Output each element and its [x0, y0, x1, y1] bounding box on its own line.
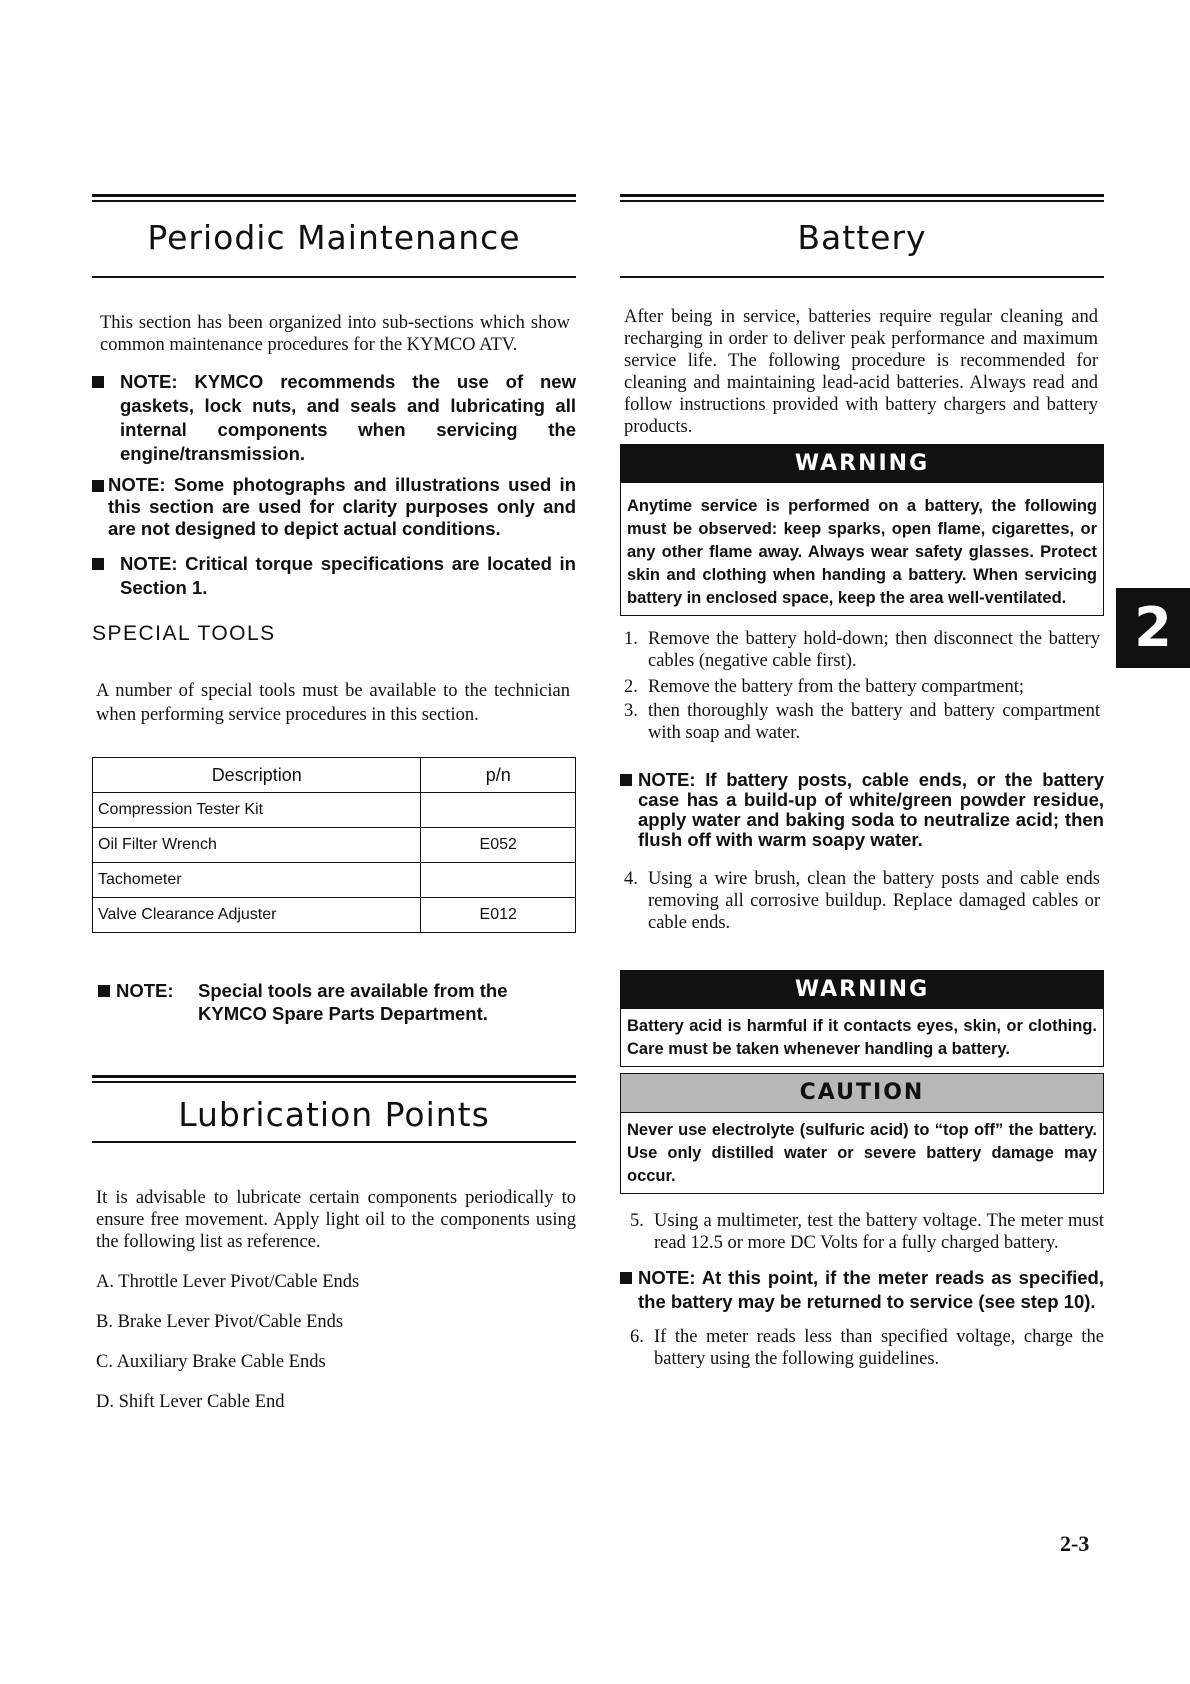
- list-item: D. Shift Lever Cable End: [96, 1392, 285, 1412]
- special-tools-paragraph: A number of special tools must be available to the technician when performing service procedures in this section.: [96, 681, 570, 725]
- table-cell: E012: [421, 898, 576, 933]
- steps-list-a: [624, 628, 1100, 744]
- note-3: NOTE: Critical torque specifications are located in Section 1.: [92, 552, 576, 600]
- warning-title: WARNING: [621, 445, 1103, 483]
- battery-title: Battery: [797, 218, 927, 257]
- bullet-icon: [92, 480, 104, 492]
- warning-text: Anytime service is performed on a battery, the following must be observed: keep sparks, open flame, cigarettes, or any other flame away. Always wear safety glasses. Protect skin and clothing when handing a battery. When servicing battery in enclosed space, keep the area well-ventilated.: [627, 497, 1097, 607]
- table-header-pn: p/n: [421, 758, 576, 793]
- lube-rule-bottom: [92, 1141, 576, 1143]
- list-item: C. Auxiliary Brake Cable Ends: [96, 1352, 326, 1372]
- special-tools-heading: SPECIAL TOOLS: [92, 622, 276, 645]
- lube-intro: It is advisable to lubricate certain components periodically to ensure free movement. Apply light oil to the components using the following list as reference.: [96, 1188, 576, 1252]
- title-rule-bottom: [92, 276, 576, 278]
- bullet-icon: [98, 985, 110, 997]
- table-row: [93, 898, 576, 933]
- list-item: B. Brake Lever Pivot/Cable Ends: [96, 1312, 344, 1332]
- warning-text: Battery acid is harmful if it contacts eyes, skin, or clothing. Care must be taken whenever handling a battery.: [627, 1017, 1097, 1058]
- warning-title: WARNING: [621, 971, 1103, 1009]
- section-tab: 2: [1116, 588, 1190, 668]
- special-tools-table: [92, 757, 576, 933]
- title-rule-top: [620, 194, 1104, 202]
- list-item: A. Throttle Lever Pivot/Cable Ends: [96, 1272, 360, 1292]
- warning-box-1: [620, 444, 1104, 616]
- bullet-icon: [620, 774, 632, 786]
- tools-note-label: NOTE:: [116, 980, 174, 1001]
- list-item: 1. Remove the battery hold-down; then disconnect the battery cables (negative cable first).: [624, 629, 1100, 671]
- section-title: Periodic Maintenance: [147, 218, 521, 257]
- tools-note-text: Special tools are available from the KYMCO Spare Parts Department.: [198, 980, 508, 1024]
- bullet-icon: [92, 376, 104, 388]
- table-header-description: Description: [93, 758, 421, 793]
- table-cell: Oil Filter Wrench: [93, 828, 421, 863]
- bullet-icon: [620, 1272, 632, 1284]
- step-5: 5. Using a multimeter, test the battery voltage. The meter must read 12.5 or more DC Volts for a fully charged battery.: [630, 1211, 1104, 1253]
- left-column: [92, 194, 576, 1431]
- title-rule-bottom: [620, 276, 1104, 278]
- battery-note-1: NOTE: If battery posts, cable ends, or the battery case has a build-up of white/green powder residue, apply water and baking soda to neutralize acid; then flush off with warm soapy water.: [620, 770, 1104, 850]
- table-cell: Tachometer: [93, 863, 421, 898]
- warning-box-2: [620, 970, 1104, 1067]
- tools-note: [98, 979, 576, 1025]
- notes-block: [92, 370, 576, 600]
- battery-intro: After being in service, batteries require regular cleaning and recharging in order to deliver peak performance and maximum service life. The following procedure is recommended for cleaning and maintaining lead-acid batteries. Always read and follow instructions provided with battery chargers and battery products.: [624, 307, 1098, 437]
- right-column: [620, 194, 1104, 1370]
- table-cell: Compression Tester Kit: [93, 793, 421, 828]
- list-item: 2. Remove the battery from the battery compartment;: [624, 677, 1025, 697]
- table-cell: Valve Clearance Adjuster: [93, 898, 421, 933]
- lube-rule-top: [92, 1075, 576, 1083]
- step-6: 6. If the meter reads less than specified voltage, charge the battery using the following guidelines.: [630, 1327, 1104, 1369]
- table-header-row: [93, 758, 576, 793]
- bullet-icon: [92, 558, 104, 570]
- title-rule-top: [92, 194, 576, 202]
- note-2: NOTE: Some photographs and illustrations used in this section are used for clarity purposes only and are not designed to depict actual conditions.: [92, 474, 576, 540]
- table-row: [93, 863, 576, 898]
- table-cell: [421, 863, 576, 898]
- page-number: 2-3: [1060, 1531, 1090, 1556]
- table-row: [93, 793, 576, 828]
- caution-text: Never use electrolyte (sulfuric acid) to “top off” the battery. Use only distilled water or severe battery damage may occur.: [627, 1121, 1097, 1185]
- note-1: NOTE: KYMCO recommends the use of new gaskets, lock nuts, and seals and lubricating all internal components when servicing the engine/transmission.: [92, 370, 576, 466]
- lube-list: [96, 1271, 576, 1413]
- lube-title: Lubrication Points: [178, 1095, 490, 1134]
- table-cell: [421, 793, 576, 828]
- caution-box: [620, 1073, 1104, 1194]
- step-4: 4. Using a wire brush, clean the battery posts and cable ends removing all corrosive buildup. Replace damaged cables or cable ends.: [624, 869, 1100, 933]
- intro-paragraph: This section has been organized into sub-sections which show common maintenance procedures for the KYMCO ATV.: [100, 313, 570, 355]
- list-item: 3. then thoroughly wash the battery and battery compartment with soap and water.: [624, 701, 1100, 743]
- caution-title: CAUTION: [621, 1074, 1103, 1113]
- battery-note-2: NOTE: At this point, if the meter reads as specified, the battery may be returned to service (see step 10).: [620, 1266, 1104, 1314]
- table-row: [93, 828, 576, 863]
- table-cell: E052: [421, 828, 576, 863]
